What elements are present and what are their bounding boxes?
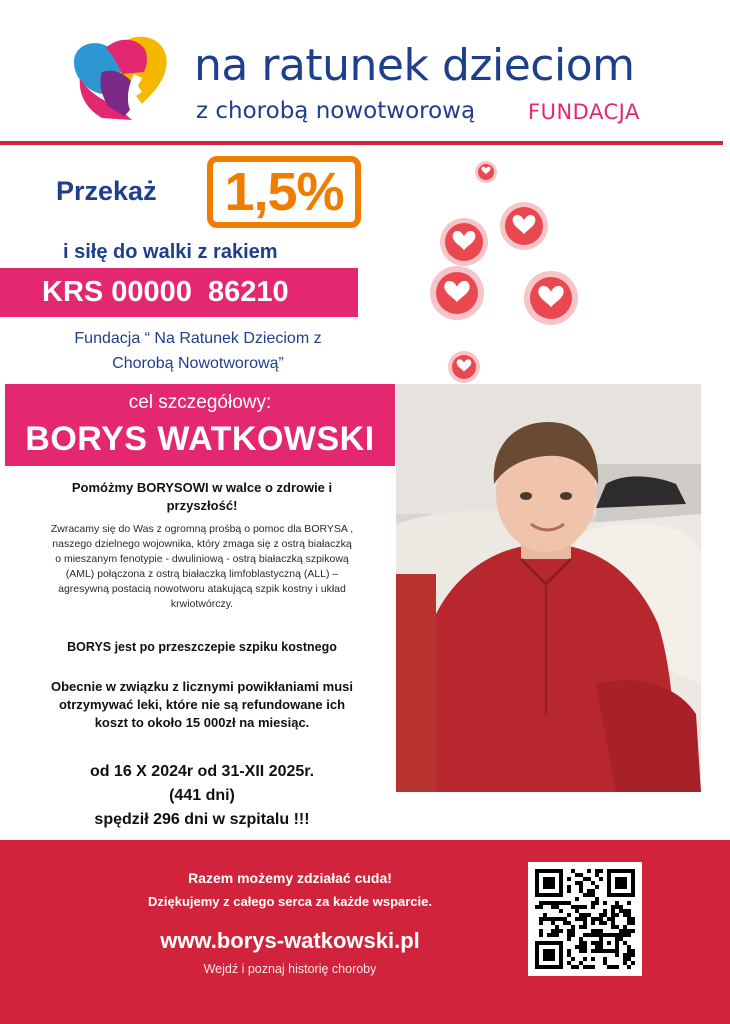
website-hint: Wejdź i poznaj historię choroby xyxy=(203,962,377,976)
story-line: (AML) połączona z ostrą białaczką limfoblastyczną (ALL) – xyxy=(65,568,339,580)
header xyxy=(0,0,730,145)
org-subtitle: z chorobą nowotworową xyxy=(196,98,476,124)
percent-value: 1,5% xyxy=(224,162,344,222)
help-heading-line: Pomóżmy BORYSOWI w walce o zdrowie i xyxy=(71,480,333,495)
krs-number: KRS 00000 86210 xyxy=(42,276,289,308)
footer-thanks: Dziękujemy z całego serca za każde wsparcie. xyxy=(148,894,432,909)
heart-bubble-icon xyxy=(448,351,480,383)
target-name: BORYS WATKOWSKI xyxy=(25,420,375,458)
help-heading-line: przyszłość! xyxy=(166,498,238,513)
tagline: i siłę do walki z rakiem xyxy=(63,241,278,263)
donate-lead: Przekaż xyxy=(56,176,157,206)
website-link[interactable]: www.borys-watkowski.pl xyxy=(160,928,420,953)
costs-note xyxy=(18,678,386,732)
qr-code-icon[interactable] xyxy=(528,862,642,976)
story-line: agresywną postacią nowotworu atakującą szpik kostny i układ xyxy=(58,583,346,595)
costs-line: Obecnie w związku z licznymi powikłaniami musi xyxy=(51,679,353,694)
krs-band xyxy=(0,268,358,317)
dates-line: od 16 X 2024r od 31-XII 2025r. xyxy=(89,763,315,780)
story-line: Zwracamy się do Was z ogromną prośbą o pomoc dla BORYSA , xyxy=(50,523,354,535)
dates-line: spędził 296 dni w szpitalu !!! xyxy=(94,811,310,828)
foundation-name xyxy=(40,326,356,376)
hearts-decoration xyxy=(420,150,600,390)
heart-bubble-icon xyxy=(440,218,488,266)
hospital-dates xyxy=(18,760,386,832)
target-band xyxy=(5,384,395,466)
heart-bubble-icon xyxy=(475,161,497,183)
target-label: cel szczegółowy: xyxy=(128,392,272,413)
footer xyxy=(0,840,730,1024)
costs-line: koszt to około 15 000zł na miesiąc. xyxy=(94,715,310,730)
org-type: FUNDACJA xyxy=(528,100,640,124)
story-line: o mieszanym fenotypie - dwuliniową - ostrą białaczką szpikową xyxy=(55,553,349,565)
story-line: krwiotwórczy. xyxy=(170,598,234,610)
transplant-note: BORYS jest po przeszczepie szpiku kostnego xyxy=(67,640,337,654)
costs-line: otrzymywać leki, które nie są refundowane ich xyxy=(58,697,346,712)
header-divider xyxy=(0,141,723,145)
help-heading xyxy=(18,479,386,515)
footer-slogan: Razem możemy zdziałać cuda! xyxy=(188,870,392,886)
child-photo xyxy=(396,384,701,792)
dates-line: (441 dni) xyxy=(169,787,235,804)
percent-badge xyxy=(207,156,361,228)
org-name: na ratunek dzieciom xyxy=(194,40,635,91)
story-line: naszego dzielnego wojownika, który zmaga się z ostrą białaczką xyxy=(52,538,352,550)
heart-bubble-icon xyxy=(500,202,548,250)
heart-bubble-icon xyxy=(430,266,484,320)
heart-face-logo-icon xyxy=(62,34,172,124)
story-paragraph xyxy=(18,522,386,612)
foundation-name-line: Fundacja “ Na Ratunek Dzieciom z xyxy=(74,330,322,347)
heart-bubble-icon xyxy=(524,271,578,325)
foundation-name-line: Chorobą Nowotworową” xyxy=(112,355,284,372)
